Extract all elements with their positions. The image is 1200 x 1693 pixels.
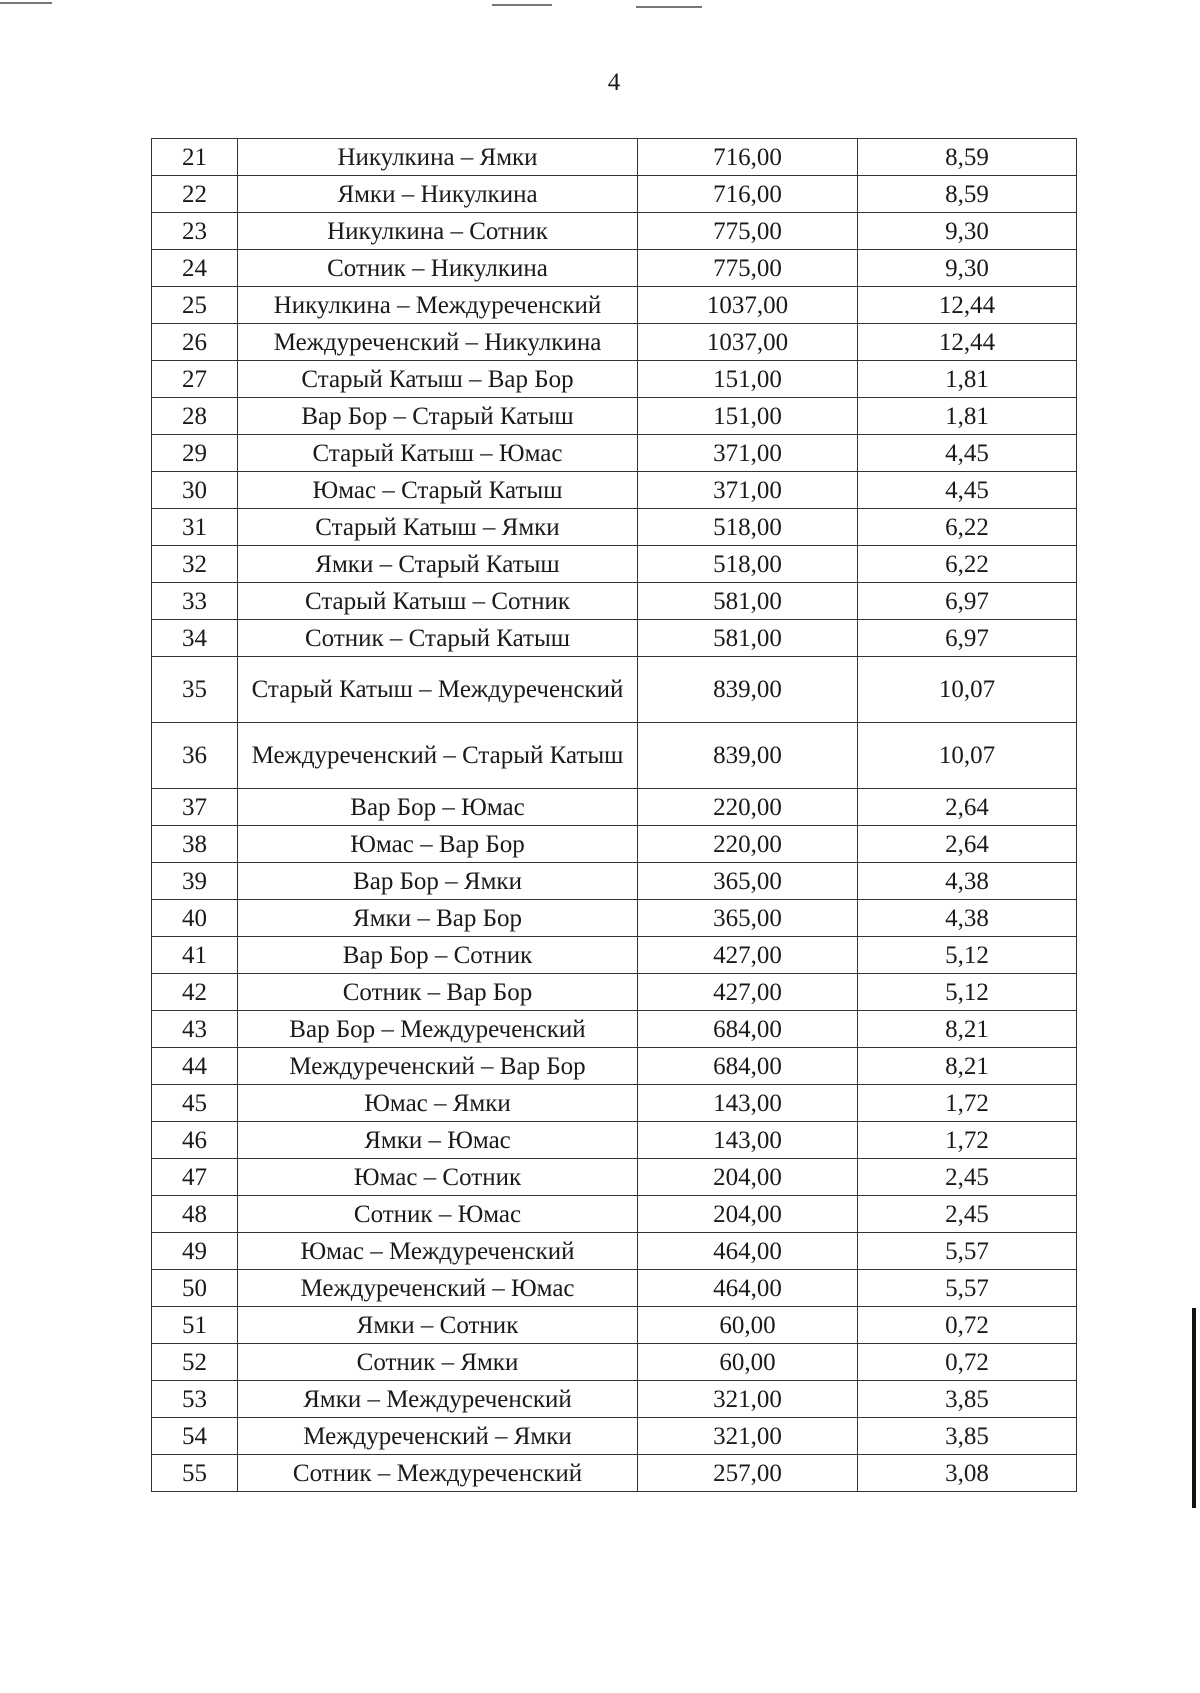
fare-cell: 204,00 bbox=[638, 1159, 858, 1196]
fare-cell: 581,00 bbox=[638, 583, 858, 620]
table-row bbox=[152, 1381, 1077, 1418]
fare-cell: 151,00 bbox=[638, 361, 858, 398]
table-row bbox=[152, 974, 1077, 1011]
fare-cell: 60,00 bbox=[638, 1344, 858, 1381]
distance-cell: 5,12 bbox=[858, 974, 1077, 1011]
route-cell: Ямки – Никулкина bbox=[238, 176, 638, 213]
table-row bbox=[152, 1159, 1077, 1196]
table-row bbox=[152, 1233, 1077, 1270]
row-number-cell: 22 bbox=[152, 176, 238, 213]
row-number-cell: 28 bbox=[152, 398, 238, 435]
distance-cell: 6,97 bbox=[858, 620, 1077, 657]
table-row bbox=[152, 435, 1077, 472]
fare-cell: 684,00 bbox=[638, 1011, 858, 1048]
distance-cell: 4,38 bbox=[858, 863, 1077, 900]
route-cell: Вар Бор – Старый Катыш bbox=[238, 398, 638, 435]
fare-cell: 365,00 bbox=[638, 900, 858, 937]
route-cell: Никулкина – Ямки bbox=[238, 139, 638, 176]
distance-cell: 12,44 bbox=[858, 287, 1077, 324]
route-cell: Старый Катыш – Вар Бор bbox=[238, 361, 638, 398]
row-number-cell: 47 bbox=[152, 1159, 238, 1196]
row-number-cell: 53 bbox=[152, 1381, 238, 1418]
table-row bbox=[152, 900, 1077, 937]
row-number-cell: 42 bbox=[152, 974, 238, 1011]
distance-cell: 1,72 bbox=[858, 1122, 1077, 1159]
fare-cell: 518,00 bbox=[638, 546, 858, 583]
row-number-cell: 25 bbox=[152, 287, 238, 324]
table-row bbox=[152, 863, 1077, 900]
row-number-cell: 39 bbox=[152, 863, 238, 900]
table-row bbox=[152, 324, 1077, 361]
fare-cell: 1037,00 bbox=[638, 287, 858, 324]
row-number-cell: 44 bbox=[152, 1048, 238, 1085]
table-row bbox=[152, 826, 1077, 863]
fare-cell: 371,00 bbox=[638, 435, 858, 472]
fare-cell: 716,00 bbox=[638, 139, 858, 176]
scan-speck bbox=[492, 4, 552, 6]
distance-cell: 10,07 bbox=[858, 723, 1077, 789]
row-number-cell: 31 bbox=[152, 509, 238, 546]
route-cell: Юмас – Ямки bbox=[238, 1085, 638, 1122]
route-cell: Вар Бор – Юмас bbox=[238, 789, 638, 826]
distance-cell: 5,12 bbox=[858, 937, 1077, 974]
fare-cell: 464,00 bbox=[638, 1233, 858, 1270]
table-row bbox=[152, 1307, 1077, 1344]
row-number-cell: 29 bbox=[152, 435, 238, 472]
distance-cell: 5,57 bbox=[858, 1270, 1077, 1307]
table-row bbox=[152, 657, 1077, 723]
distance-cell: 10,07 bbox=[858, 657, 1077, 723]
table-row bbox=[152, 287, 1077, 324]
row-number-cell: 24 bbox=[152, 250, 238, 287]
table-row bbox=[152, 176, 1077, 213]
distance-cell: 4,45 bbox=[858, 435, 1077, 472]
fare-cell: 1037,00 bbox=[638, 324, 858, 361]
table-row bbox=[152, 139, 1077, 176]
distance-cell: 2,64 bbox=[858, 826, 1077, 863]
fare-cell: 775,00 bbox=[638, 250, 858, 287]
distance-cell: 6,22 bbox=[858, 546, 1077, 583]
fare-cell: 321,00 bbox=[638, 1418, 858, 1455]
row-number-cell: 27 bbox=[152, 361, 238, 398]
row-number-cell: 36 bbox=[152, 723, 238, 789]
distance-cell: 1,81 bbox=[858, 361, 1077, 398]
fare-cell: 464,00 bbox=[638, 1270, 858, 1307]
route-cell: Сотник – Ямки bbox=[238, 1344, 638, 1381]
distance-cell: 6,97 bbox=[858, 583, 1077, 620]
distance-cell: 0,72 bbox=[858, 1307, 1077, 1344]
distance-cell: 3,08 bbox=[858, 1455, 1077, 1492]
table-row bbox=[152, 509, 1077, 546]
distance-cell: 5,57 bbox=[858, 1233, 1077, 1270]
distance-cell: 8,59 bbox=[858, 139, 1077, 176]
table-row bbox=[152, 1418, 1077, 1455]
fare-cell: 321,00 bbox=[638, 1381, 858, 1418]
distance-cell: 2,45 bbox=[858, 1196, 1077, 1233]
table-row bbox=[152, 398, 1077, 435]
row-number-cell: 48 bbox=[152, 1196, 238, 1233]
distance-cell: 8,59 bbox=[858, 176, 1077, 213]
route-cell: Старый Катыш – Сотник bbox=[238, 583, 638, 620]
row-number-cell: 43 bbox=[152, 1011, 238, 1048]
route-cell: Ямки – Сотник bbox=[238, 1307, 638, 1344]
row-number-cell: 54 bbox=[152, 1418, 238, 1455]
route-cell: Старый Катыш – Юмас bbox=[238, 435, 638, 472]
row-number-cell: 26 bbox=[152, 324, 238, 361]
route-cell: Юмас – Старый Катыш bbox=[238, 472, 638, 509]
distance-cell: 2,45 bbox=[858, 1159, 1077, 1196]
fare-cell: 151,00 bbox=[638, 398, 858, 435]
row-number-cell: 40 bbox=[152, 900, 238, 937]
fare-cell: 518,00 bbox=[638, 509, 858, 546]
fare-cell: 427,00 bbox=[638, 974, 858, 1011]
distance-cell: 3,85 bbox=[858, 1381, 1077, 1418]
fare-cell: 220,00 bbox=[638, 789, 858, 826]
page-number: 4 bbox=[607, 69, 621, 96]
route-cell: Ямки – Юмас bbox=[238, 1122, 638, 1159]
table-row bbox=[152, 620, 1077, 657]
route-cell: Ямки – Междуреченский bbox=[238, 1381, 638, 1418]
fare-cell: 839,00 bbox=[638, 723, 858, 789]
distance-cell: 2,64 bbox=[858, 789, 1077, 826]
fare-table bbox=[151, 138, 1077, 1492]
route-cell: Сотник – Никулкина bbox=[238, 250, 638, 287]
row-number-cell: 46 bbox=[152, 1122, 238, 1159]
fare-cell: 684,00 bbox=[638, 1048, 858, 1085]
table-row bbox=[152, 583, 1077, 620]
route-cell: Ямки – Вар Бор bbox=[238, 900, 638, 937]
route-cell: Старый Катыш – Ямки bbox=[238, 509, 638, 546]
distance-cell: 6,22 bbox=[858, 509, 1077, 546]
fare-cell: 143,00 bbox=[638, 1085, 858, 1122]
scan-edge-mark bbox=[1192, 1308, 1196, 1508]
route-cell: Сотник – Старый Катыш bbox=[238, 620, 638, 657]
fare-cell: 365,00 bbox=[638, 863, 858, 900]
route-cell: Вар Бор – Сотник bbox=[238, 937, 638, 974]
row-number-cell: 49 bbox=[152, 1233, 238, 1270]
row-number-cell: 38 bbox=[152, 826, 238, 863]
distance-cell: 3,85 bbox=[858, 1418, 1077, 1455]
route-cell: Юмас – Сотник bbox=[238, 1159, 638, 1196]
scan-speck bbox=[636, 6, 702, 8]
distance-cell: 1,72 bbox=[858, 1085, 1077, 1122]
distance-cell: 9,30 bbox=[858, 213, 1077, 250]
route-cell: Юмас – Вар Бор bbox=[238, 826, 638, 863]
distance-cell: 8,21 bbox=[858, 1048, 1077, 1085]
fare-cell: 60,00 bbox=[638, 1307, 858, 1344]
table-row bbox=[152, 1011, 1077, 1048]
route-cell: Междуреченский – Юмас bbox=[238, 1270, 638, 1307]
row-number-cell: 52 bbox=[152, 1344, 238, 1381]
distance-cell: 9,30 bbox=[858, 250, 1077, 287]
table-row bbox=[152, 1270, 1077, 1307]
route-cell: Междуреченский – Вар Бор bbox=[238, 1048, 638, 1085]
fare-cell: 716,00 bbox=[638, 176, 858, 213]
row-number-cell: 51 bbox=[152, 1307, 238, 1344]
route-cell: Вар Бор – Ямки bbox=[238, 863, 638, 900]
route-cell: Никулкина – Сотник bbox=[238, 213, 638, 250]
fare-cell: 204,00 bbox=[638, 1196, 858, 1233]
row-number-cell: 34 bbox=[152, 620, 238, 657]
table-row bbox=[152, 250, 1077, 287]
table-row bbox=[152, 213, 1077, 250]
row-number-cell: 23 bbox=[152, 213, 238, 250]
table-row bbox=[152, 1048, 1077, 1085]
distance-cell: 1,81 bbox=[858, 398, 1077, 435]
distance-cell: 4,45 bbox=[858, 472, 1077, 509]
table-row bbox=[152, 1085, 1077, 1122]
route-cell: Юмас – Междуреченский bbox=[238, 1233, 638, 1270]
row-number-cell: 50 bbox=[152, 1270, 238, 1307]
row-number-cell: 55 bbox=[152, 1455, 238, 1492]
table-row bbox=[152, 723, 1077, 789]
row-number-cell: 30 bbox=[152, 472, 238, 509]
row-number-cell: 33 bbox=[152, 583, 238, 620]
fare-table-body bbox=[152, 139, 1077, 1492]
route-cell: Междуреченский – Никулкина bbox=[238, 324, 638, 361]
fare-cell: 775,00 bbox=[638, 213, 858, 250]
scan-speck bbox=[0, 2, 52, 4]
distance-cell: 4,38 bbox=[858, 900, 1077, 937]
row-number-cell: 41 bbox=[152, 937, 238, 974]
route-cell: Междуреченский – Старый Катыш bbox=[238, 723, 638, 789]
distance-cell: 12,44 bbox=[858, 324, 1077, 361]
row-number-cell: 35 bbox=[152, 657, 238, 723]
table-row bbox=[152, 546, 1077, 583]
row-number-cell: 32 bbox=[152, 546, 238, 583]
row-number-cell: 21 bbox=[152, 139, 238, 176]
table-row bbox=[152, 361, 1077, 398]
fare-cell: 581,00 bbox=[638, 620, 858, 657]
table-row bbox=[152, 1455, 1077, 1492]
route-cell: Междуреченский – Ямки bbox=[238, 1418, 638, 1455]
route-cell: Сотник – Вар Бор bbox=[238, 974, 638, 1011]
table-row bbox=[152, 789, 1077, 826]
fare-cell: 427,00 bbox=[638, 937, 858, 974]
route-cell: Старый Катыш – Междуреченский bbox=[238, 657, 638, 723]
table-row bbox=[152, 1196, 1077, 1233]
route-cell: Сотник – Юмас bbox=[238, 1196, 638, 1233]
fare-cell: 839,00 bbox=[638, 657, 858, 723]
table-row bbox=[152, 472, 1077, 509]
fare-cell: 371,00 bbox=[638, 472, 858, 509]
row-number-cell: 37 bbox=[152, 789, 238, 826]
distance-cell: 8,21 bbox=[858, 1011, 1077, 1048]
route-cell: Никулкина – Междуреченский bbox=[238, 287, 638, 324]
route-cell: Ямки – Старый Катыш bbox=[238, 546, 638, 583]
fare-cell: 143,00 bbox=[638, 1122, 858, 1159]
table-row bbox=[152, 1122, 1077, 1159]
fare-cell: 257,00 bbox=[638, 1455, 858, 1492]
fare-cell: 220,00 bbox=[638, 826, 858, 863]
distance-cell: 0,72 bbox=[858, 1344, 1077, 1381]
row-number-cell: 45 bbox=[152, 1085, 238, 1122]
table-row bbox=[152, 1344, 1077, 1381]
table-row bbox=[152, 937, 1077, 974]
route-cell: Сотник – Междуреченский bbox=[238, 1455, 638, 1492]
route-cell: Вар Бор – Междуреченский bbox=[238, 1011, 638, 1048]
